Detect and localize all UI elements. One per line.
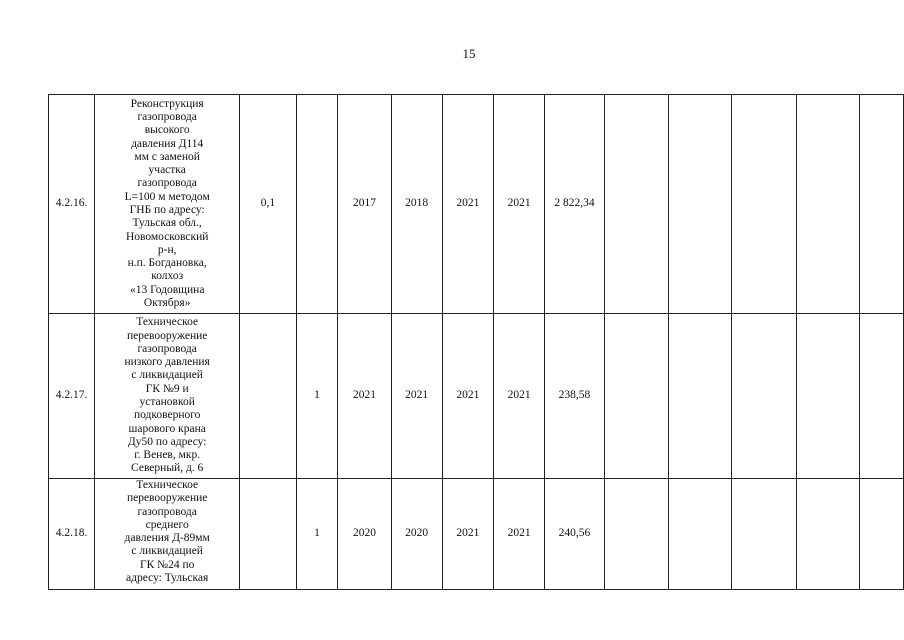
year-2: 2021 (391, 314, 442, 479)
year-2: 2018 (391, 95, 442, 314)
description-line: перевооружение (126, 492, 208, 505)
description-line: Техническое (136, 479, 199, 491)
empty-cell (731, 314, 796, 479)
description-line: Новомосковский (125, 230, 209, 243)
year-1: 2020 (338, 479, 391, 590)
description-line: давления Д114 (131, 137, 204, 150)
empty-cell (604, 479, 668, 590)
description-text (95, 316, 239, 476)
empty-cell (859, 95, 903, 314)
table-row (49, 314, 904, 479)
description-line: с ликвидацией (131, 545, 203, 558)
description-line: низкого давления (124, 356, 210, 369)
description-line: высокого (144, 124, 190, 137)
description-line: газопровода (137, 342, 197, 355)
quantity-b (296, 95, 338, 314)
description-line: установкой (139, 396, 195, 408)
description-line: газопровода (137, 110, 197, 123)
amount: 2 822,34 (545, 95, 604, 314)
year-1: 2017 (338, 95, 391, 314)
empty-cell (796, 479, 859, 590)
year-4: 2021 (494, 314, 545, 479)
description-line: газопровода (137, 177, 197, 190)
description-line: Реконструкция (130, 97, 204, 110)
description-line: колхоз (151, 270, 184, 283)
description-line: давления Д-89мм (124, 532, 210, 545)
description-line: Октября» (143, 297, 191, 310)
empty-cell (668, 95, 731, 314)
quantity-b: 1 (296, 479, 338, 590)
quantity-a: 0,1 (240, 95, 296, 314)
description-line: мм с заменой (134, 150, 200, 163)
description-line: участка (148, 164, 186, 177)
row-description (95, 95, 240, 314)
description-text (95, 98, 239, 311)
description-line: адресу: Тульская (126, 572, 209, 585)
amount: 238,58 (545, 314, 604, 479)
row-description (95, 479, 240, 590)
empty-cell (668, 479, 731, 590)
description-line: подковерного (133, 409, 201, 422)
row-code: 4.2.16. (49, 95, 95, 314)
description-line: перевооружение (126, 329, 208, 342)
description-text (95, 479, 239, 585)
table-row (49, 95, 904, 314)
amount: 240,56 (545, 479, 604, 590)
empty-cell (731, 95, 796, 314)
empty-cell (796, 314, 859, 479)
description-line: н.п. Богдановка, (127, 257, 207, 270)
description-line: ГК №9 и (145, 382, 189, 395)
quantity-b: 1 (296, 314, 338, 479)
row-description (95, 314, 240, 479)
empty-cell (859, 314, 903, 479)
description-line: Техническое (136, 316, 199, 329)
row-code: 4.2.18. (49, 479, 95, 590)
year-3: 2021 (442, 95, 493, 314)
empty-cell (668, 314, 731, 479)
year-4: 2021 (494, 479, 545, 590)
description-line: с ликвидацией (131, 369, 203, 382)
table-row (49, 479, 904, 590)
description-line: ГК №24 по (139, 558, 195, 571)
empty-cell (859, 479, 903, 590)
investment-table (48, 94, 904, 590)
description-line: «13 Годовщина (129, 283, 205, 296)
description-line: р-н, (157, 243, 177, 256)
page-number: 15 (462, 46, 476, 61)
description-line: Ду50 по адресу: (127, 435, 207, 448)
year-1: 2021 (338, 314, 391, 479)
empty-cell (796, 95, 859, 314)
description-line: Тульская обл., (132, 217, 202, 230)
year-4: 2021 (494, 95, 545, 314)
description-line: L=100 м методом (124, 190, 210, 203)
empty-cell (604, 95, 668, 314)
description-line: шарового крана (128, 422, 206, 435)
quantity-a (240, 314, 296, 479)
empty-cell (604, 314, 668, 479)
description-line: г. Венев, мкр. (134, 449, 201, 462)
year-3: 2021 (442, 314, 493, 479)
empty-cell (731, 479, 796, 590)
quantity-a (240, 479, 296, 590)
year-2: 2020 (391, 479, 442, 590)
description-line: среднего (145, 518, 189, 531)
description-line: Северный, д. 6 (131, 462, 204, 475)
row-code: 4.2.17. (49, 314, 95, 479)
year-3: 2021 (442, 479, 493, 590)
description-line: газопровода (137, 505, 197, 518)
description-line: ГНБ по адресу: (129, 204, 205, 216)
